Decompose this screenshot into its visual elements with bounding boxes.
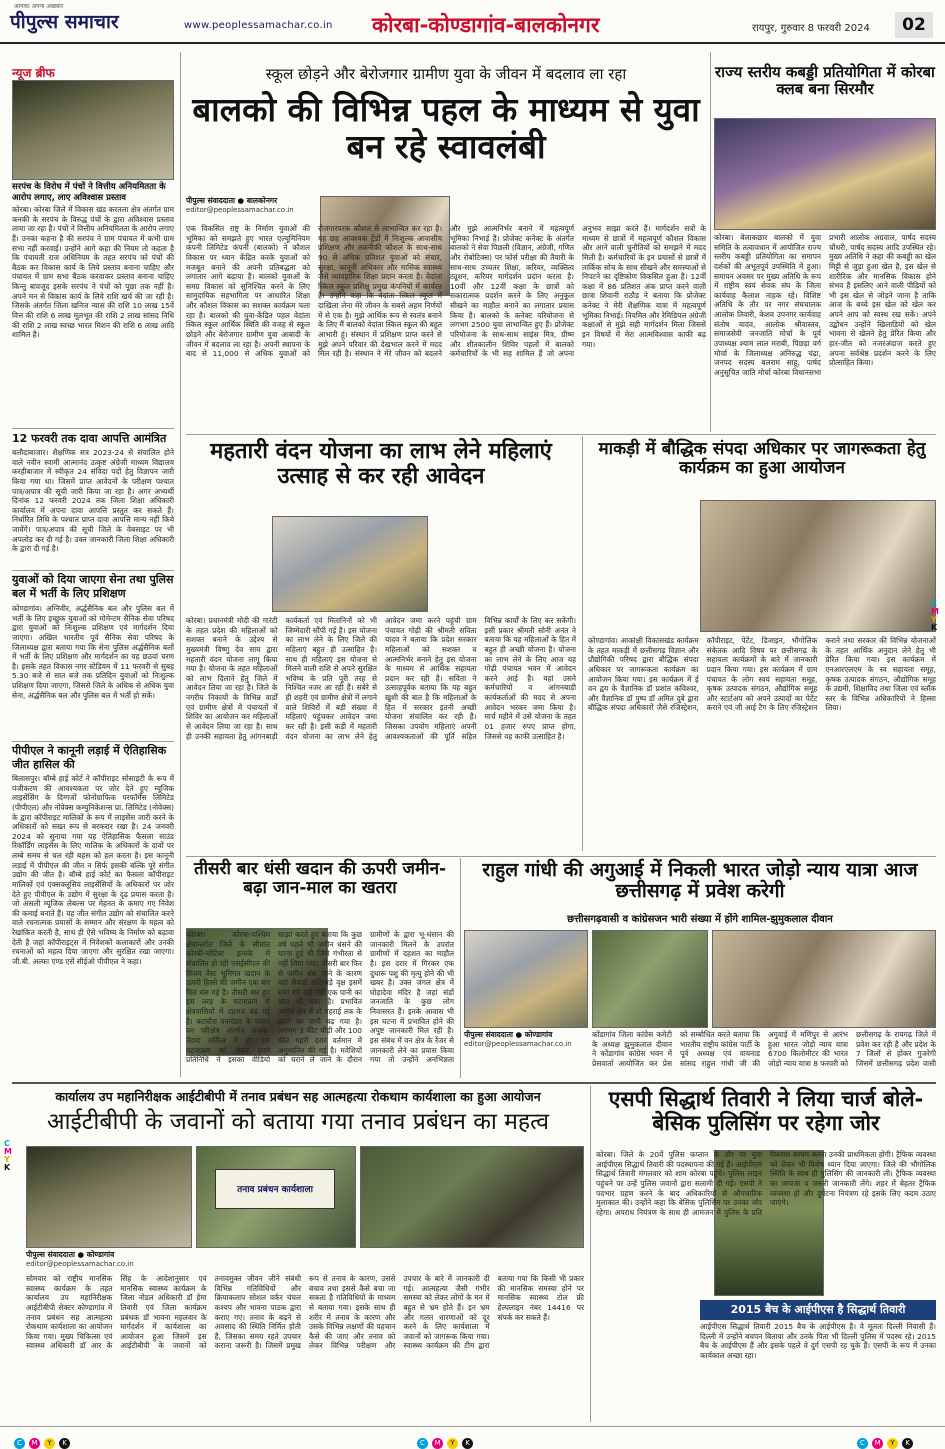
khadan-body: कोरबा। कोरबा-पश्चिम क्षेत्रान्तर्गत जिले के सीमांत कोरबी-चोटिया इलाके में संचालित हो रही एसईसीएल की विजय वेस्ट भूमिगत खदान के ऊपरी हिस्से की जमीन एक बार फिर धंस गई है। तीसरी बार हुए इस तरह के घटनाक्रम से क्षेत्रवासियों में दहशत बढ़ गई है। कटघोरा वनमंडल के पसान वन परिक्षेत्र अंतर्गत जलके-तेंदवा सर्किल में हुए इस घटनाक्रम को लेकर हमने प्रतिनिधि ने इसका वीडियो साझा करते हुए बताया कि कुछ वर्ष पहले भी जमीन धंसने की घटना हुई थी जिसे गंभीरता से नहीं लिया गया। तीसरी बार फिर से जमीन धंस जाने के कारण वहां सैकड़ों छोटे-बड़े वृक्ष इसमें समा गये यही नहीं एक पानी का स्रोत भी धंसा है। प्रभावित जमीन क्षेत्र में तो गहराई तक के झरने का पानी बढ़ गया है। लगभग 3 फीट चौड़ी और 100 फीट गहरी दरार वर्तमान में अनुमानित की गई है। मवेशियों को चराने ले जाने के दौरान ग्रामीणों के द्वारा भू-धंसान की जानकारी मिलने के उपरांत ग्रामीणों में दहशत का माहौल है। इस दरार में गिरकर एक दुधारू पशु की मृत्यु होने की भी खबर है। उक्त जंगल क्षेत्र में घोड़ादेवा मंदिर है जहां संडों जनजाति के कुछ लोग निवासरत हैं। इनके आवास भी इस घटना में प्रभावित होने की अपुष्ट जानकारी मिल रही है। इस संबंध में वन क्षेत्र के रेंजर से जानकारी लेने का प्रयास किया गया तो उन्होंने अनभिज्ञता [186, 930, 454, 1065]
divider [186, 856, 936, 857]
brief-headline-2: 12 फरवरी तक दावा आपत्ति आमंत्रित [12, 432, 167, 445]
yellow-dot: Y [447, 1438, 458, 1449]
cyan-dot: C [14, 1438, 25, 1449]
logo-tagline: आपका अपना अखबार [14, 3, 64, 10]
makdi-headline: माकड़ी में बौद्धिक संपदा अधिकार पर जागरूकता हेतु कार्यक्रम का हुआ आयोजन [598, 439, 926, 479]
itbp-byline: पीपुल्स संवाददाता ● कोण्डागांव [26, 1250, 115, 1259]
magenta-dot: M [872, 1438, 883, 1449]
website-url[interactable]: www.peoplessamachar.co.in [184, 20, 333, 31]
sp-box-body: आईपीएस सिद्धार्थ तिवारी 2015 बैच के आईपीएस है। वे मूलतः दिल्ली निवासी हैं। दिल्ली में उन्होंने बचपन बिताया और उनके पिता भी दिल्ली पुलिस में पदस्थ रहे। 2015 बैच के आईपीएस हैं और इसके पहले वे दुर्ग एसपी रह चुके हैं। एसपी के रूप में उनका कार्यकाल अच्छा रहा। [700, 1322, 936, 1360]
cmyk-dots-left [12, 1430, 72, 1449]
kabaddi-body: कोरबा। बेलाकछार बालको में युवा समिति के तत्वावधान में आयोजित राज्य स्तरीय कबड्डी प्रतियोगिता का समापन दर्शकों की अभूतपूर्व उपस्थिति में हुआ। समापन अवसर पर मुख्य अतिथि के रूप में राष्ट्रीय स्वयं सेवक संघ के जिला कार्यवाह कैलाश नाहक रहे। विशिष्ट अतिथि के तौर पर नगर संघचालक आलोक तिवारी, केशव उपनगर कार्यवाह संतोष यादव, आलोक श्रीवास्तव, समाजसेवी जनजाति मोर्चा के पूर्व उपाध्यक्ष श्याम लाल मराबी, पिछड़ा वर्ग मोर्चा के जिलाध्यक्ष अनिरुद्ध चंद्रा, जनपद सदस्य बलराम साहू, पार्षद अनुसूचित जाति मोर्चा कोरबा विधानसभा प्रभारी आलोक अग्रवाल, पार्षद सदस्य चौधरी, पार्षद सदस्य आदि उपस्थित रहे। मुख्य अतिथि ने कहा की कबड्डी का खेल मिट्टी से जुड़ा हुआ खेल है, इस खेल से शारीरिक और मानसिक विकास होने संभव है इसलिए आने वाली पीढ़ियों को भी इस खेल से जोड़ने जाना है ताकि आज के बच्चे इस खेल को खेल कर अपने आप को स्वस्थ रख सकें। अपने उद्बोधन उन्होंने खिलाड़ियों को खेल भावना से खेलने हेतु प्रेरित किया और हार-जीत को नजरअंदाज करते हुए अपना सर्वश्रेष्ठ प्रदर्शन करने के लिए प्रोत्साहित किया। [714, 233, 936, 377]
sp-body: कोरबा। जिले के 20वें पुलिस कप्तान के तौर पर युवा आईपीएस सिद्धार्थ तिवारी की पदस्थापना की गई है। आईपीएस सिद्धार्थ तिवारी मंगलवार को शाम कोरबा पहुंचे। पुलिस लाइन पहुंचने पर उन्हें पुलिस जवानों द्वारा सलामी दी गई। एसपी ने पदभार ग्रहण करने के बाद अधिकारियों से औपचारिक मुलाकात की। उन्होंने कहा कि बेसिक पुलिसिंग पर उनका जोर रहेगा। अपराध नियंत्रण के साथ ही आमजन में पुलिस के प्रति विश्वास कायम करना उनकी प्राथमिकता होगी। ट्रैफिक व्यवस्था को लेकर भी विशेष ध्यान दिया जाएगा। जिले की भौगोलिक स्थिति के साथ ही पुलिसिंग की जानकारी ली। ट्रैफिक व्यवस्था का जायजा व जरूरी जानकारी लेंगे। शहर में बेहतर ट्रैफिक व्यवस्था हो और दुर्घटना नियंत्रण रहे इसके लिए कदम उठाए जाएंगे। [596, 1150, 936, 1217]
divider [12, 741, 174, 742]
divider [12, 428, 174, 429]
mahtari-body: कोरबा। प्रधानमंत्री मोदी की गारंटी के तहत प्रदेश की महिलाओं को सशक्त बनाने के उद्देश्य से मुख्यमंत्री विष्णु देव साय द्वारा महतारी वंदन योजना लागू किया गया है। योजना के तहत महिलाओं को लाभ दिलाने हेतु जिले में आवेदन लिया जा रहा है। जिले के नगरीय निकायों के विभिन्न वार्डों एवं ग्रामीण क्षेत्रों में पंचायतों में शिविर का आयोजन कर महिलाओं से आवेदन लिया जा रहा है। साथ ही उनकी सहायता हेतु आंगनबाड़ी कार्यकर्ता एवं मितानिनों को भी जिम्मेदारी सौंपी गई है। इस योजना का लाभ लेने के लिए जिले की महिलाएं बहुत ही उत्साहित है। साथ ही महिलाएं इस योजना से मिलने वाली राशि से अपने सुरक्षित भविष्य के प्रति पूरी तरह से निश्चित नजर आ रही हैं। सबेरे से ही शहरी एवं ग्रामीण क्षेत्रों में लगाने वाले शिविरों में बड़ी संख्या में महिलाएं पहुंचकर आवेदन जमा कर रही है। इसी कड़ी में महतारी वंदन योजना का लाभ लेने हेतु आवेदन जमा करने पहुंची ग्राम पंचायत गोढ़ी की श्रीमती सविता यादव ने बताया कि प्रदेश सरकार महिलाओं को सशक्त व आत्मनिर्भर बनाने हेतु इस योजना के माध्यम से आर्थिक सहायता प्रदान कर रही है। सविता ने उत्साहपूर्वक बताया कि यह बहुत खुशी की बात है कि महिलाओं के हित में सरकार इतनी अच्छी योजना संचालित कर रही है। जिसका उपयोग महिलाएं अपनी आवश्यकताओं की पूर्ति सहित विभिन्न कार्यों के लिए कर सकेंगी। इसी प्रकार श्रीमती सोनी अनंत ने बताया कि यह महिलाओं के हित में बहुत ही अच्छी योजना है। योजना का लाभ लेने के लिए आज यह गोढ़ी पंचायत भवन में आवेदन करने आई है। यहां उसने कर्मचारियों व आंगनबाड़ी कार्यकर्ताओं की मदद से अपना आवेदन भरकर जमा किया है। मार्च महीने में उसे योजना के तहत 01 हजार रुपए प्राप्त होगा, जिससे वह काफी उत्साहित है। [186, 616, 576, 741]
kabaddi-headline: राज्य स्तरीय कबड्डी प्रतियोगिता में कोरबा क्लब बना सिरमौर [715, 63, 935, 98]
mahtari-photo [272, 516, 428, 612]
column-rule [590, 1086, 591, 1422]
cmyk-dots-center [415, 1430, 475, 1449]
footer-bar [0, 1426, 945, 1445]
magenta-dot: M [432, 1438, 443, 1449]
cyan-dot: C [857, 1438, 868, 1449]
dateline: रायपुर, गुरुवार 8 फरवरी 2024 [752, 23, 870, 34]
column-rule [180, 52, 181, 1077]
sp-box-title: 2015 बैच के आईपीएस है सिद्धार्थ तिवारी [700, 1300, 936, 1320]
page-number: 02 [895, 12, 933, 38]
workshop-banner: तनाव प्रबंधन कार्यशाला [215, 1169, 335, 1209]
brief-story-3: कोण्डागांव। अग्निवीर, अर्द्धसैनिक बल और पुलिस बल में भर्ती के लिए इच्छुक युवाओं को मोमेन्टम सैनिक सेवा परिषद द्वारा युवाओं को निःशुल्क प्रशिक्षण एवं मार्गदर्शन दिया जाएगा। अखिल भारतीय पूर्व सैनिक सेवा परिषद के जिलाध्यक्ष द्वारा बताया गया कि सेना पुलिस अर्द्धसैनिक बलों में भर्ती के लिए प्रशिक्षण और मार्गदर्शन का यह छठवां चरण है। इसके तहत विकास नगर स्टेडियम में 11 फरवरी से सुबह 5.30 बजे से सात बजे तक प्रतिदिन युवाओं को निःशुल्क प्रशिक्षण दिया जाएगा, जिससे जिले के अधिक से अधिक युवा सेना, अर्द्धसैनिक बल और पुलिस बल में भर्ती हो सकें। [12, 604, 174, 700]
itbp-kicker: कार्यालय उप महानिरीक्षक आईटीबीपी में तनाव प्रबंधन सह आत्महत्या रोकथाम कार्यशाला का हुआ आयोजन [55, 1089, 541, 1104]
edition-title: कोरबा-कोण्डागांव-बालकोनगर [372, 13, 600, 37]
rahul-photo-2 [592, 930, 708, 1028]
khadan-headline: तीसरी बार धंसी खदान की ऊपरी जमीन-बढ़ा जान-माल का खतरा [193, 859, 447, 899]
divider [12, 1082, 936, 1084]
itbp-body: सोमवार को राष्ट्रीय मानसिक स्वास्थ्य कार्यक्रम के तहत कार्यालय उप महानिरीक्षक आईटीबीपी सेक्टर कोण्डागांव में तनाव प्रबंधन सह आत्महत्या रोकथाम कार्यशाला का आयोजन किया गया। मुख्य चिकित्सा एवं स्वास्थ्य अधिकारी डॉ आर के सिंह के आदेशानुसार एवं मानसिक स्वास्थ्य कार्यक्रम के जिला नोडल अधिकारी डॉ हेमा तिवारी एवं जिला कार्यक्रम प्रबंधक डॉ भावना महलवार के मार्गदर्शन में कार्यशाला का आयोजन हुआ जिसमें इस आईटीबीपी के जवानों को तनावमुक्त जीवन जीने संबंधी विभिन्न गतिविधियों और क्रियाकलाप सोशल वर्कर चंचल कश्यप और भावना पाठक द्वारा कराए गए। तनाव के बढ़ने से अवसाद की स्थिति निर्मित होती है, जिसका समय रहते उपचार कराना जरूरी है। जिसमें प्रमुख रूप से तनाव के कारण, उससे बचाव तथा इससे कैसे बचा जा सकता है गतिविधियों के माध्यम से बताया गया। इसके साथ ही शरीर में तनाव के कारण और उसके विभिन्न लक्षणों की पहचान कैसे की जाए और तनाव को लेकर विभिन्न परीक्षण और उपचार के बारे में जानकारी दी गई। आत्महत्या जैसी गंभीर समस्या को लेकर लोगों के मन में बहुत से भ्रम होते हैं। इन भ्रम और गलत धारणाओं को दूर करने के लिए कार्यशाला में जवानों को जागरूक किया गया। स्वास्थ्य कार्यक्रम की टीम द्वारा बताया गया कि किसी भी प्रकार की मानसिक समस्या होने पर मानसिक स्वास्थ्य टोल फ्री हेल्पलाइन नंबर 14416 पर संपर्क कर सकते हैं। [26, 1274, 584, 1351]
black-dot: K [902, 1438, 913, 1449]
cmyk-registration-right: C M Y K [931, 599, 939, 632]
yellow-dot: Y [44, 1438, 55, 1449]
brief-story-1: कोरबा। कोरबा जिले में विकास खंड करतला क्षेत्र अंतर्गत ग्राम कनकी के सरपंच के विरुद्ध पंचों के द्वारा अविश्वास प्रस्ताव लाया जा रहा है। पंचों ने वित्तीय अनियमितता के आरोप लगाए हैं। उनका कहना है की सरपंच ने ग्राम पंचायत में कभी ग्राम सभा नहीं करवाई। उन्होंने आगे कहा की नियम तो कहता है कि पंचायती राज अधिनियम के तहत सरपंच को पंचों की बैठक कर विकास कार्य के लिये प्रस्ताव बनाना चाहिए और पंचायत में ग्राम सभा बैठक करवाकर प्रस्ताव बनाना चाहिए किन्तु बावजूद इसके सरपंच ने पंचों को पूछा तक नहीं है। अपने मन से विकास कार्य के लिये राशि खर्च की जा रही है। जिसके अंतर्गत जिला खनिज न्यास की राशि 10 लाख 15वें वित्त की राशि 6 लाख मूलभूत की राशि 2 लाख सांसद निधि की राशि 2 लाख स्वच्छ भारत मिशन की राशि 6 लाख आदि शामिल है। [12, 205, 174, 340]
column-rule [582, 436, 583, 851]
newspaper-logo[interactable]: पीपुल्स समाचार [10, 11, 119, 33]
rahul-deck: छत्तीसगढ़वासी व कांग्रेसजन भारी संख्या में होंगे शामिल-झुमुकलाल दीवान [567, 914, 833, 925]
rahul-photo-3 [712, 930, 936, 1028]
itbp-photo-1 [26, 1146, 192, 1248]
brief-headline-3: युवाओं को दिया जाएगा सेना तथा पुलिस बल में भर्ती के लिए प्रशिक्षण [12, 573, 174, 600]
yellow-dot: Y [887, 1438, 898, 1449]
balco-kicker: स्कूल छोड़ने और बेरोजगार ग्रामीण युवा के जीवन में बदलाव ला रहा [265, 65, 627, 83]
column-rule [460, 858, 461, 1078]
brief-story-4: बिलासपुर। बॉम्बे हाई कोर्ट ने कॉपीराइट सोसाइटी के रूप में पंजीकरण की आवश्यकता पर जोर देते हुए म्यूजिक लाइसेंसिंग के दिग्गजों फोनोग्राफिक परफॉर्मेंस लिमिटेड (पीपीएल) और नोवेक्स कम्युनिकेशन्स प्रा. लिमिटेड (नोवेक्स) के द्वारा कॉपीराइट मालिकों के रूप में लाइसेंस जारी करने के अधिकारों को सख्त रूप से बरकरार रखा है। 24 जनवरी 2024 को सुनाया गया यह ऐतिहासिक फैसला साउंड रिकॉर्डिंग लाइसेंस के लिए मालिक के अधिकारों के दावों पर लम्बे समय से चल रही बहस को हल करता है। इस कानूनी लड़ाई में पीपीएल की जीत न सिर्फ इसकी बल्कि पूरे संगीत उद्योग की जीत है। बॉम्बे हाई कोर्ट का फैसला कॉपीराइट मालिकों एवं एक्सक्लूसिव लाइसेंसियों के अधिकारों पर जोर देते हुए पीपीएल के उद्योग में सुरक्षा के दृढ़ प्रयास करता है। जो असली म्यूजिक लेबल्स पर मेहनत के कमाए गए निवेश की कमाई बनाते हैं। यह जीत संगीत उद्योग को संचालित करने वाले रचनात्मक प्रयासों के सम्मान और संरक्षण के महत्व को रेखांकित करती है, साथ ही ऐसे भविष्य के निर्माण को बढ़ावा देती है जहां कॉपीराइट्स में निवेशकों कलाकारों और उनकी रचनाओं को महत्व दिया जाएगा और सुरक्षित रखा जाएगा। जी.बी. अल्फा एण्ड एसें सीईओ पीपीएल ने कहा। [12, 774, 174, 966]
mahtari-headline: महतारी वंदन योजना का लाभ लेने महिलाएं उत्साह से कर रही आवेदन [210, 439, 552, 489]
balco-email[interactable]: editor@peoplessamachar.co.in [186, 206, 294, 214]
sp-headline: एसपी सिद्धार्थ तिवारी ने लिया चार्ज बोले- बेसिक पुलिसिंग पर रहेगा जोर [608, 1087, 924, 1135]
column-rule [710, 52, 711, 432]
balco-body: एक विकसित राष्ट्र के निर्माण युवाओं की भूमिका को समझते हुए भारत एल्यूमिनियम कंपनी लिमिटेड कंपनी (बालको) ने कौशल विकास पर ध्यान केंद्रित करके युवाओं को मजबूत बनाने की अपनी प्रतिबद्धता को लगातार आगे बढ़ाया है। बालको युवाओं के समग्र विकास को सुनिश्चित करने के लिए सामुदायिक सहभागिता पर आधारित शिक्षा और कौशल विकास का सशक्त कार्यक्रम चला रहा है। बालको की युवा-केंद्रित पहल वेदांता स्किल स्कूल आर्थिक स्थिति की वजह से स्कूल छोड़ने और बेरोजगार ग्रामीण युवा आबादी के जीवन में बदलाव ला रहा है। अपनी स्थापना के बाद से 11,000 से अधिक युवाओं को रोजगारपरक कौशल से लाभान्वित कर रहा है। यह छह आवश्यक ट्रेडों में निःशुल्क आवासीय प्रशिक्षण और तकनीकी कौशल के साथ-साथ 90 से अधिक प्रतिशत युवाओं को संचार, सुरक्षा, कानूनी अधिकार और मासिक स्वास्थ्य जैसे व्यावहारिक शिक्षा प्रदान करता है। वेदांता स्किल स्कूल प्रशिक्षु प्रमुख कंपनियों में कार्यरत हैं। उन्होंने कहा कि वेदांता स्किल स्कूल में दाखिला लेना मेरे जीवन के सबसे अहम निर्णयों में से एक है। मुझे आर्थिक रूप से स्वतंत्र बनाने के लिए मैं बालको वेदांता स्किल स्कूल की बहुत आभारी हूं। संस्थान में प्रशिक्षण प्राप्त करने से मुझे अपने परिवार की देखभाल करने में मदद मिल रही है। संस्थान ने मेरे जीवन को बदलने और मुझे आत्मनिर्भर बनाने में महत्वपूर्ण भूमिका निभाई है। प्रोजेक्ट कनेक्ट के अंतर्गत बालको ने सेवा पिछली (विज्ञान, अंग्रेजी, गणित और रोबोटिक्स) पर फोर्स परीक्षा की तैयारी के साथ-साथ उच्चतर शिक्षा, करियर, व्यक्तित्व ट्यूशन, करियर मार्गदर्शन प्रदान करता है। 10वीं और 12वीं कक्षा के छात्रों को सकारात्मक प्रदर्शन करने के लिए अनुकूल सीखने का माहौल बनाने का लगातार प्रयास किया है। बालको के कनेक्ट परियोजना से लगभग 2500 युवा लाभान्वित हुए हैं। प्रोजेक्ट परियोजना के साथ-साथ साइंस मित्र, ग्रीष्म और शीतकालीन शिविर पहलों में बालको कर्मचारियों के भी सह शामिल हैं जो अपना अनुभव साझा करते हैं। मार्गदर्शन सत्रों के माध्यम से छात्रों में महत्वपूर्ण कौशल विकास और आने वाली चुनौतियों को समझने में मदद मिली है। कर्मचारियों के इन प्रयासों से छात्रों में तार्किक सोच के साथ सीखने और समस्याओं से निपटने का दृष्टिकोण विकसित हुआ है। 12वीं कक्षा में 86 प्रतिशत अंक प्राप्त करने वाली छात्रा शिवानी राठौड़ ने बताया कि प्रोजेक्ट कनेक्ट ने मेरी शैक्षणिक यात्रा में महत्वपूर्ण भूमिका निभाई। नियमित और रेमिडियल अंग्रेजी कक्षाओं से मुझे सही मार्गदर्शन मिला जिससे इन विषयों में मेरा आत्मविश्वास काफी बढ़ गया। [186, 224, 706, 359]
balco-byline-block [186, 196, 314, 214]
cmyk-registration-left: C M Y K [4, 1139, 12, 1172]
balco-byline: पीपुल्स संवाददाता ● बालकोनगर [186, 196, 278, 205]
black-dot: K [462, 1438, 473, 1449]
makdi-photo [700, 500, 936, 632]
rahul-byline: पीपुल्स संवाददाता ● कोण्डागांव [464, 1030, 553, 1039]
itbp-headline: आईटीबीपी के जवानों को बताया गया तनाव प्रबंधन का महत्व [46, 1109, 550, 1135]
rahul-body: कोंडागांव जिला कांग्रेस कमेटी के अध्यक्ष झुमुकलाल दीवान ने कोंडागांव कांग्रेस भवन में प्रेसवार्ता आयोजित कर प्रेस को सम्बोधित करते बताया कि भारतीय राष्ट्रीय कांग्रेस पार्टी के पूर्व अध्यक्ष एवं वायनाड सांसद राहुल गांधी जी की अगुवाई में मणिपुर से आरंभ हुआ भारत जोड़ो न्याय यात्रा 6700 किलोमीटर की भारत जोड़ो न्याय यात्रा 8 फरवरी को छत्तीसगढ़ के रायगढ़ जिले में प्रवेश कर रही है और प्रदेश के 7 जिलों से होकर गुजरेगी जिसमें छत्तीसगढ़ प्रदेश वासी [592, 1030, 936, 1068]
brief-story-2: बलौदाबाजार। शैक्षणिक सत्र 2023-24 से संचालित होने वाले नवीन स्वामी आत्मानंद उत्कृष्ट अंग्रेजी माध्यम विद्यालय करहीबाजार में स्वीकृत 24 संविदा पदों हेतु विज्ञापन जारी किया गया था। जिसमें प्राप्त आवेदनों के परीक्षण पश्चात पात्र/अपात्र की सूची जारी किया जा रहा है। अगर अभ्यर्थी दिनांक 12 फरवरी 2024 तक जिला शिक्षा अधिकारी कार्यालय में अपना दावा आपत्ति प्रस्तुत कर सकते हैं। निर्धारित तिथि के पश्चात प्राप्त दावा आपत्ति मान्य नहीं किये जायेंगे। पात्र/अपात्र की सूची जिले के वेबसाइट पर भी अपलोड कर दी गई है। उक्त जानकारी जिला शिक्षा अधिकारी के द्वारा दी गई है। [12, 448, 174, 554]
brief-photo [12, 80, 174, 180]
divider [186, 434, 936, 435]
magenta-dot: M [29, 1438, 40, 1449]
itbp-byline-block [26, 1250, 186, 1268]
balco-headline: बालको की विभिन्न पहल के माध्यम से युवा बन रहे स्वावलंबी [192, 90, 700, 166]
makdi-body: कोण्डागांव। आकांक्षी विकासखंड कार्यक्रम के तहत माकड़ी में छत्तीसगढ़ विज्ञान और प्रौद्योगिकी परिषद द्वारा बौद्धिक संपदा अधिकार पर जागरूकता कार्यक्रम का आयोजन किया गया। इस कार्यक्रम में ई वन द्वय के वैज्ञानिक डॉ प्रशांत कविश्वर, और वैज्ञानिक डॉ पुष्प डॉ अमित दुबे द्वारा बौद्धिक संपदा अधिकारों जैसे रजिस्ट्रेशन, कॉपीराइट, पेटेंट, डिजाइन, भौगोलिक संकेतक आदि विषय पर छत्तीसगढ़ के सहायता कार्यक्रमों के बारे में जानकारी प्रदान किया गया। इस कार्यक्रम में ग्राम पंचायत के लोग स्वयं सहायता समूह, कृषक उत्पादक संगठन, औद्योगिक समूह और स्टार्टअप को अपने उत्पादों का पेटेंट कराने एवं जी आई टैग के लिए रजिस्ट्रेशन कराने तथा सरकार की विभिन्न योजनाओं के तहत आर्थिक अनुदान लेने हेतु भी प्रेरित किया गया। इस कार्यक्रम में एनआरएलएम के स्व सहायता समूह, कृषक उत्पादक संगठन, औद्योगिक समूह के उद्यमी, शिक्षाविद तथा जिला एवं ब्लॉक स्तर के विभिन्न अधिकारियों ने हिस्सा लिया। [588, 636, 936, 713]
kabaddi-photo [714, 118, 936, 230]
rahul-email[interactable]: editor@peoplessamachar.co.in [464, 1040, 572, 1048]
itbp-photo-3 [360, 1146, 584, 1248]
rahul-photo-1 [464, 930, 588, 1028]
news-brief-tag: न्यूज ब्रीफ [12, 66, 55, 80]
brief-headline-4: पीपीएल ने कानूनी लड़ाई में ऐतिहासिक जीत हासिल की [12, 744, 167, 771]
black-dot: K [59, 1438, 70, 1449]
brief-photo-caption: सरपंच के विरोध में पंचों ने वित्तीय अनियमितता के आरोप लगाए, लाए अविश्वास प्रस्ताव [12, 182, 166, 203]
itbp-photo-2 [196, 1146, 356, 1248]
divider [12, 570, 174, 571]
cmyk-dots-right [855, 1430, 915, 1449]
itbp-email[interactable]: editor@peoplessamachar.co.in [26, 1260, 134, 1268]
rahul-headline: राहुल गांधी की अगुआई में निकली भारत जोड़ो न्याय यात्रा आज छत्तीसगढ़ में प्रवेश करेगी [482, 859, 918, 903]
cyan-dot: C [417, 1438, 428, 1449]
rahul-byline-block [464, 1030, 588, 1048]
